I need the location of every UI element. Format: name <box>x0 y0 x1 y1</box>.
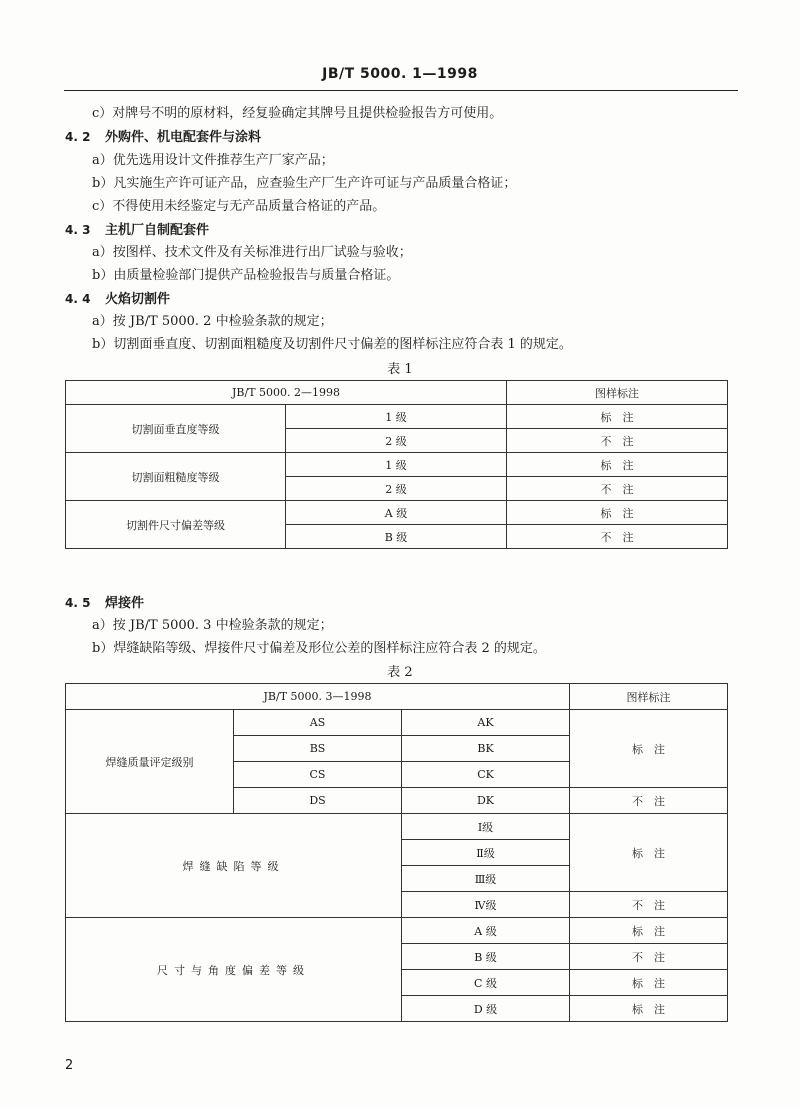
text-line: a）按 JB/T 5000. 2 中检验条款的规定； <box>92 314 333 329</box>
table-cell: 不 注 <box>507 429 728 453</box>
table-cell: 标 注 <box>570 918 728 944</box>
header-rule <box>64 90 738 91</box>
table-cell: A 级 <box>286 501 507 525</box>
table-cell: 不 注 <box>507 477 728 501</box>
table-group-label: 切割件尺寸偏差等级 <box>66 501 286 549</box>
table-row <box>66 381 728 405</box>
table-group-label: 焊缝缺陷等级 <box>66 814 402 918</box>
text-line: a）优先选用设计文件推荐生产厂家产品； <box>92 153 334 168</box>
section-title: 火焰切割件 <box>105 292 171 307</box>
table-cell: DS <box>234 788 402 814</box>
table-cell: B 级 <box>402 944 570 970</box>
table-header-cell: JB/T 5000. 2—1998 <box>66 381 507 405</box>
section-4-5 <box>65 595 144 612</box>
table-cell: 不 注 <box>570 892 728 918</box>
table-cell: 不 注 <box>570 788 728 814</box>
page-number: 2 <box>65 1058 74 1073</box>
table-row <box>66 710 728 736</box>
table-cell: 不 注 <box>507 525 728 549</box>
table-cell: Ⅳ级 <box>402 892 570 918</box>
table-cell: C 级 <box>402 970 570 996</box>
table-group-label: 切割面垂直度等级 <box>66 405 286 453</box>
section-4-2 <box>65 129 261 146</box>
table-row <box>66 918 728 944</box>
section-4-4 <box>65 291 170 308</box>
table-header-cell: 图样标注 <box>507 381 728 405</box>
text-line: c）不得使用未经鉴定与无产品质量合格证的产品。 <box>92 199 386 214</box>
table-2-caption: 表 2 <box>387 665 413 680</box>
table-cell: 1 级 <box>286 453 507 477</box>
table-cell: AK <box>402 710 570 736</box>
table-cell: Ⅰ级 <box>402 814 570 840</box>
table-2 <box>65 683 728 1022</box>
section-number: 4. 3 <box>65 223 91 237</box>
table-cell: AS <box>234 710 402 736</box>
table-group-label: 切割面粗糙度等级 <box>66 453 286 501</box>
table-1 <box>65 380 728 549</box>
section-4-3 <box>65 222 209 239</box>
table-row <box>66 814 728 840</box>
table-cell: 标 注 <box>570 970 728 996</box>
table-cell: 标 注 <box>507 453 728 477</box>
table-header-cell: JB/T 5000. 3—1998 <box>66 684 570 710</box>
table-row <box>66 405 728 429</box>
text-line: a）按 JB/T 5000. 3 中检验条款的规定； <box>92 618 333 633</box>
table-cell: 1 级 <box>286 405 507 429</box>
table-row <box>66 501 728 525</box>
table-cell: DK <box>402 788 570 814</box>
table-cell: 标 注 <box>507 501 728 525</box>
text-line: c）对牌号不明的原材料，经复验确定其牌号且提供检验报告方可使用。 <box>92 106 503 121</box>
section-title: 外购件、机电配套件与涂料 <box>105 130 262 145</box>
table-cell: D 级 <box>402 996 570 1022</box>
table-cell: 标 注 <box>507 405 728 429</box>
table-cell: B 级 <box>286 525 507 549</box>
table-row <box>66 684 728 710</box>
table-1-caption: 表 1 <box>387 362 413 377</box>
section-title: 焊接件 <box>105 596 145 611</box>
text-line: b）焊缝缺陷等级、焊接件尺寸偏差及形位公差的图样标注应符合表 2 的规定。 <box>92 641 546 656</box>
table-cell: 标 注 <box>570 710 728 788</box>
text-line: b）切割面垂直度、切割面粗糙度及切割件尺寸偏差的图样标注应符合表 1 的规定。 <box>92 337 572 352</box>
table-cell: 标 注 <box>570 996 728 1022</box>
document-header: JB/T 5000. 1—1998 <box>322 66 478 82</box>
text-line: b）凡实施生产许可证产品，应查验生产厂生产许可证与产品质量合格证； <box>92 176 517 191</box>
table-cell: BS <box>234 736 402 762</box>
table-cell: 标 注 <box>570 814 728 892</box>
table-cell: CK <box>402 762 570 788</box>
text-line: b）由质量检验部门提供产品检验报告与质量合格证。 <box>92 268 400 283</box>
table-group-label: 焊缝质量评定级别 <box>66 710 234 814</box>
table-cell: A 级 <box>402 918 570 944</box>
table-header-cell: 图样标注 <box>570 684 728 710</box>
table-cell: 不 注 <box>570 944 728 970</box>
table-cell: 2 级 <box>286 477 507 501</box>
section-number: 4. 5 <box>65 596 91 610</box>
table-cell: Ⅲ级 <box>402 866 570 892</box>
table-cell: Ⅱ级 <box>402 840 570 866</box>
text-line: a）按图样、技术文件及有关标准进行出厂试验与验收； <box>92 245 412 260</box>
section-number: 4. 4 <box>65 292 91 306</box>
table-cell: BK <box>402 736 570 762</box>
table-cell: CS <box>234 762 402 788</box>
table-row <box>66 453 728 477</box>
section-title: 主机厂自制配套件 <box>105 223 210 238</box>
table-cell: 2 级 <box>286 429 507 453</box>
section-number: 4. 2 <box>65 130 91 144</box>
table-group-label: 尺寸与角度偏差等级 <box>66 918 402 1022</box>
